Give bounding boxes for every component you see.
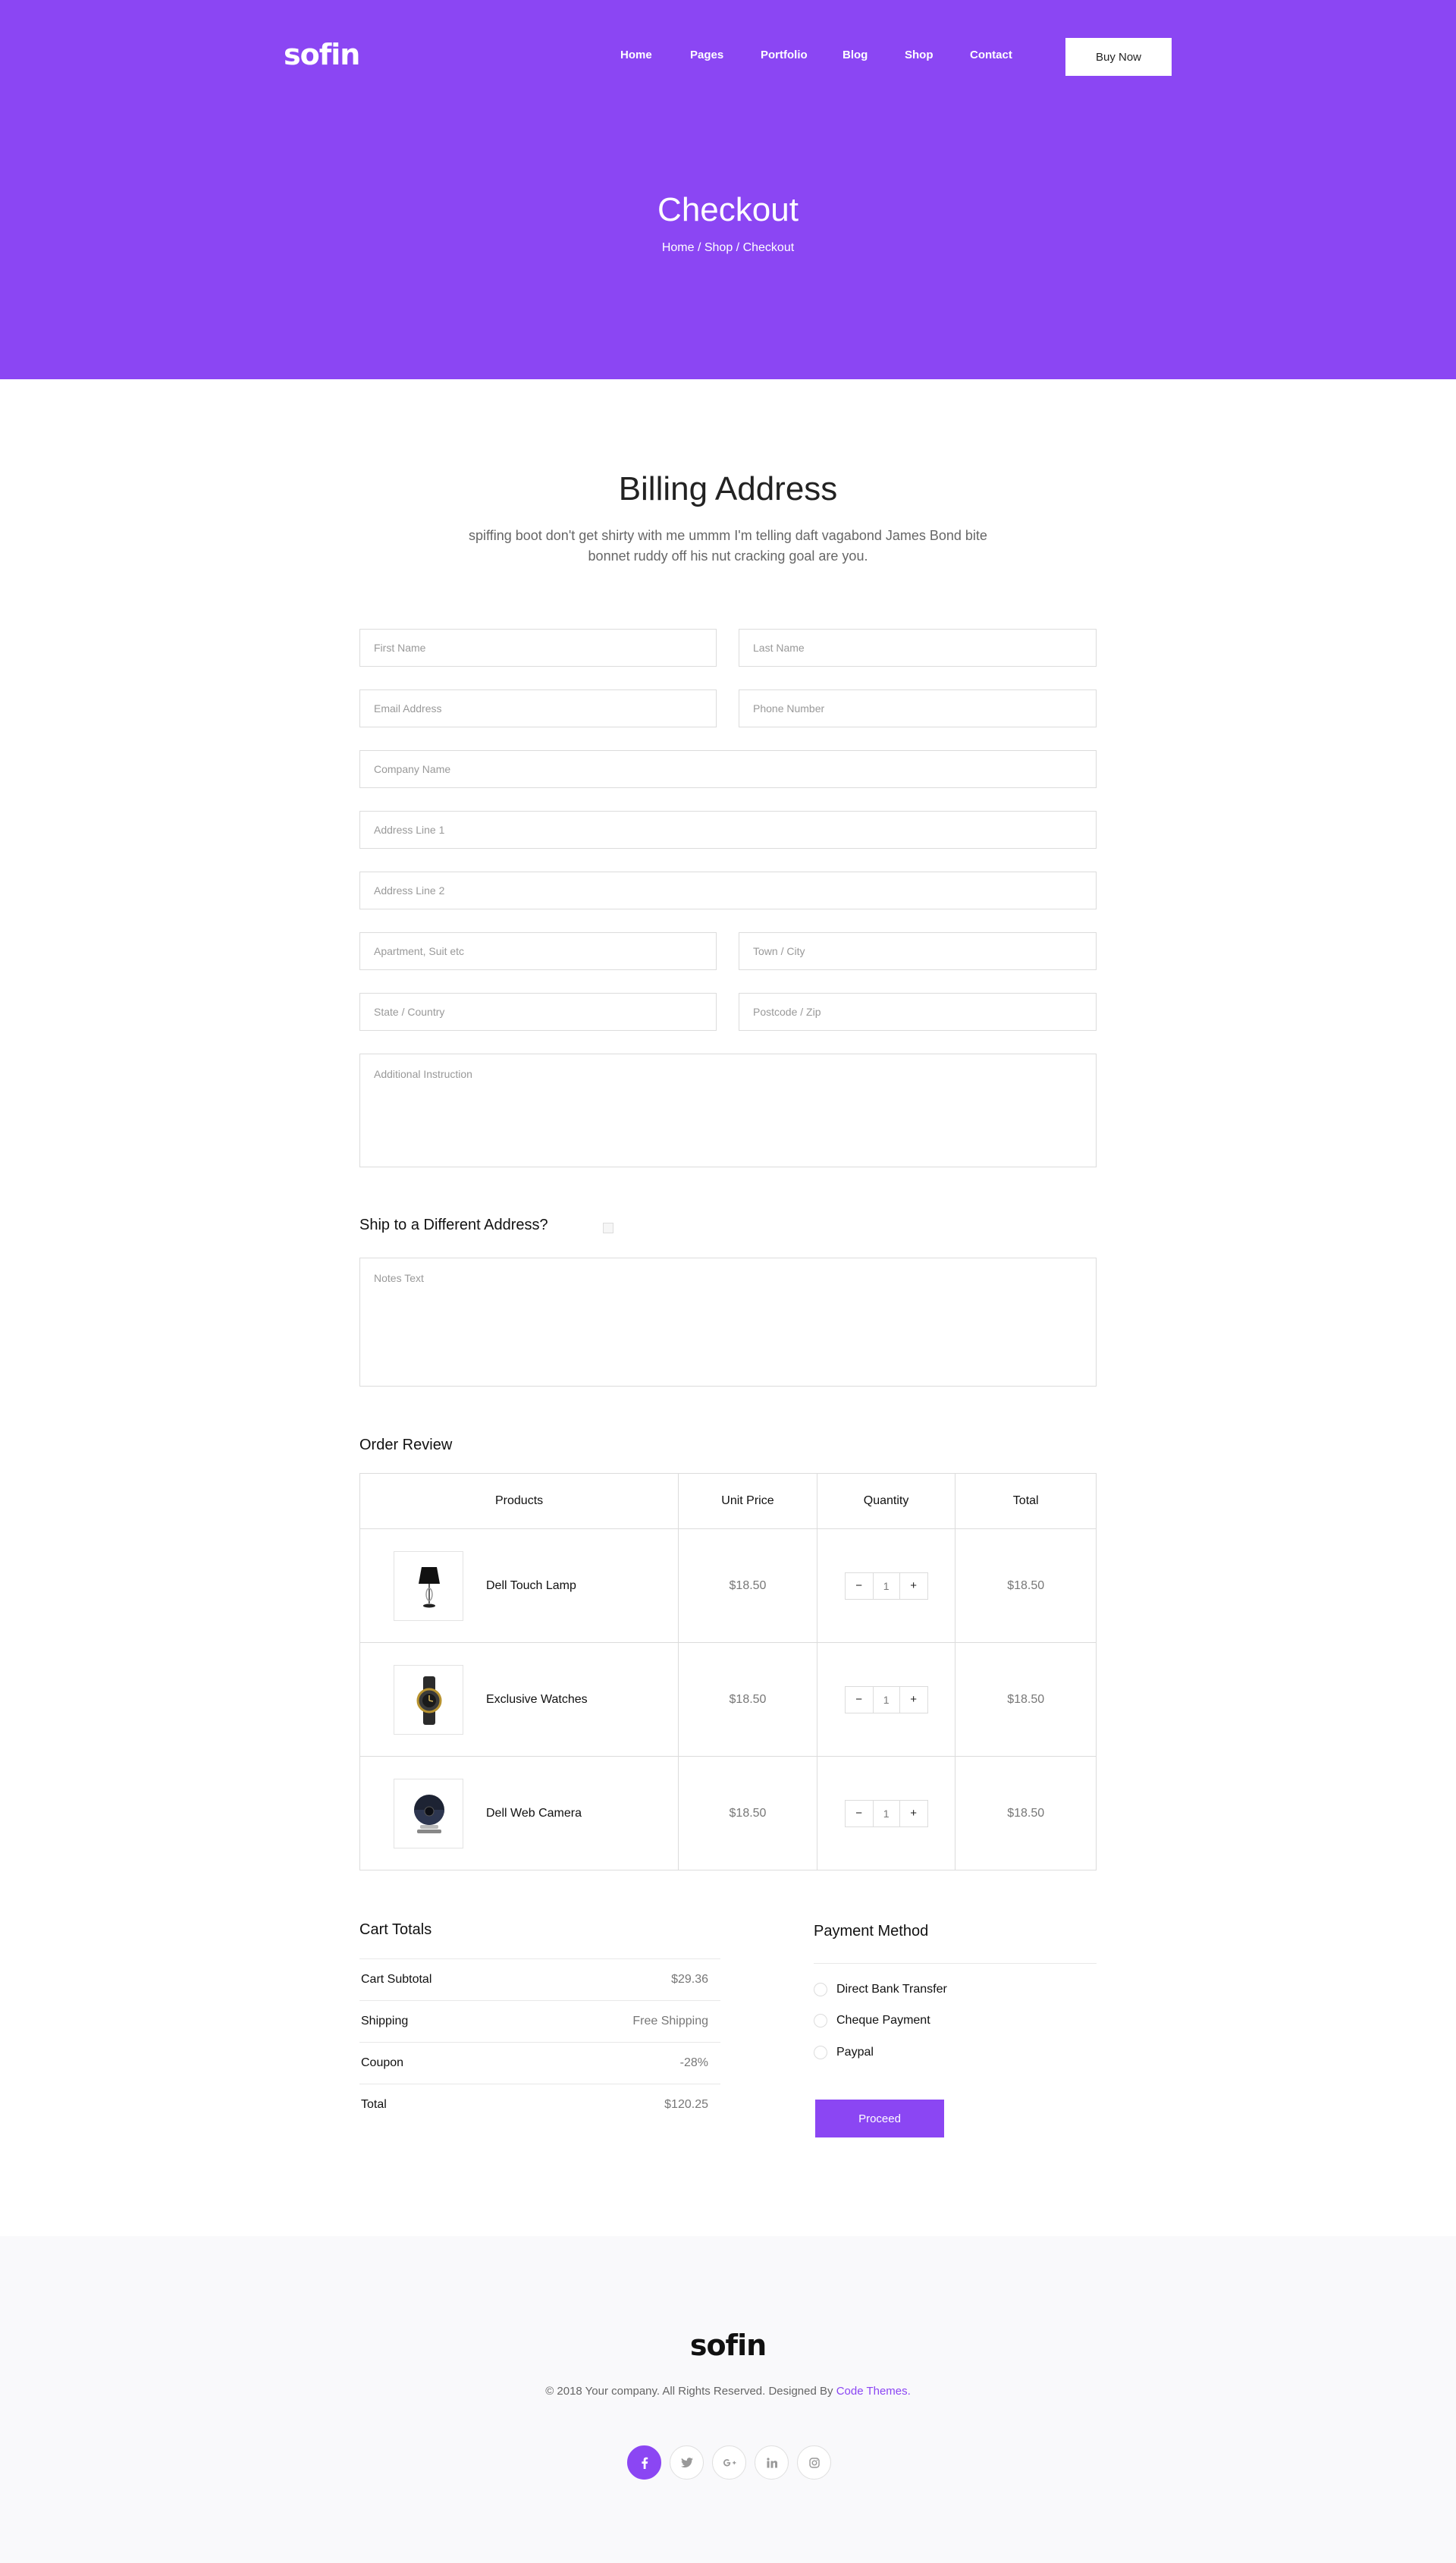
facebook-icon[interactable] <box>627 2445 661 2480</box>
quantity-stepper <box>845 1800 928 1827</box>
totals-label: Shipping <box>361 2015 409 2027</box>
footer <box>0 2236 1456 2563</box>
cart-totals-title: Cart Totals <box>359 1921 432 1938</box>
instagram-icon[interactable] <box>797 2445 831 2480</box>
line-total: $18.50 <box>955 1529 1096 1642</box>
main-nav <box>0 49 1456 64</box>
totals-row <box>359 2000 720 2042</box>
order-review-title: Order Review <box>359 1437 453 1453</box>
product-cell <box>360 1757 678 1870</box>
quantity-value[interactable]: 1 <box>873 1687 900 1713</box>
quantity-value[interactable]: 1 <box>873 1573 900 1599</box>
table-row <box>360 1528 1096 1642</box>
quantity-cell <box>817 1757 956 1870</box>
header-products: Products <box>495 1494 544 1507</box>
product-name[interactable]: Dell Touch Lamp <box>486 1578 576 1592</box>
breadcrumb <box>0 241 1456 255</box>
state-field[interactable] <box>359 993 717 1031</box>
totals-row <box>359 1958 720 2000</box>
quantity-cell <box>817 1529 956 1642</box>
order-table <box>359 1473 1097 1870</box>
apartment-field[interactable] <box>359 932 717 970</box>
product-name[interactable]: Dell Web Camera <box>486 1806 582 1820</box>
payment-option-cheque[interactable] <box>814 2014 930 2027</box>
google-plus-icon[interactable] <box>712 2445 746 2480</box>
quantity-value[interactable]: 1 <box>873 1801 900 1826</box>
divider <box>814 1963 1097 1964</box>
breadcrumb-separator: / <box>733 241 743 254</box>
header-quantity: Quantity <box>817 1474 956 1528</box>
email-field[interactable] <box>359 689 717 727</box>
camera-icon[interactable] <box>394 1779 463 1848</box>
radio-button[interactable] <box>814 2014 827 2027</box>
decrease-button[interactable]: − <box>855 1807 862 1820</box>
product-name[interactable]: Exclusive Watches <box>486 1692 588 1706</box>
line-total: $18.50 <box>955 1643 1096 1756</box>
page-title: Checkout <box>657 191 799 228</box>
radio-button[interactable] <box>814 1983 827 1996</box>
breadcrumb-separator: / <box>694 241 704 254</box>
copyright <box>0 2385 1456 2398</box>
totals-row <box>359 2084 720 2125</box>
ship-different-checkbox[interactable] <box>603 1223 613 1233</box>
additional-instruction-field[interactable] <box>359 1054 1097 1167</box>
unit-price: $18.50 <box>678 1643 817 1756</box>
unit-price: $18.50 <box>678 1757 817 1870</box>
address-line-1-field[interactable] <box>359 811 1097 849</box>
cart-totals <box>359 1958 720 2125</box>
last-name-field[interactable] <box>739 629 1097 667</box>
postcode-field[interactable] <box>739 993 1097 1031</box>
proceed-button[interactable]: Proceed <box>815 2100 944 2137</box>
quantity-stepper <box>845 1686 928 1713</box>
totals-label: Cart Subtotal <box>361 1973 432 1986</box>
product-cell <box>360 1529 678 1642</box>
payment-option-bank[interactable] <box>814 1983 947 1996</box>
nav-contact[interactable]: Contact <box>970 49 1012 61</box>
payment-method-title: Payment Method <box>814 1923 929 1940</box>
increase-button[interactable]: + <box>910 1807 917 1820</box>
billing-title: Billing Address <box>618 470 838 507</box>
hero-banner <box>0 0 1456 379</box>
totals-value: $29.36 <box>671 1973 708 1986</box>
billing-description: spiffing boot don't get shirty with me ummm I'm telling daft vagabond James Bond bite bonnet ruddy off his nut cracking goal are you. <box>469 528 987 564</box>
quantity-stepper <box>845 1572 928 1600</box>
totals-value: $120.25 <box>664 2098 708 2111</box>
breadcrumb-home[interactable]: Home <box>661 241 695 254</box>
increase-button[interactable]: + <box>910 1693 917 1706</box>
payment-option-label: Cheque Payment <box>836 2014 930 2027</box>
header-unit-price: Unit Price <box>678 1474 817 1528</box>
nav-home[interactable]: Home <box>620 49 652 61</box>
header-total: Total <box>955 1474 1096 1528</box>
radio-button[interactable] <box>814 2046 827 2059</box>
payment-option-label: Paypal <box>836 2046 874 2059</box>
table-row <box>360 1642 1096 1756</box>
twitter-icon[interactable] <box>670 2445 704 2480</box>
decrease-button[interactable]: − <box>855 1693 862 1706</box>
nav-pages[interactable]: Pages <box>690 49 724 61</box>
copyright-text: © 2018 Your company. All Rights Reserved. Designed By <box>545 2385 836 2398</box>
address-line-2-field[interactable] <box>359 872 1097 909</box>
nav-shop[interactable]: Shop <box>905 49 934 61</box>
designer-link[interactable]: Code Themes. <box>836 2385 911 2398</box>
ship-different-label: Ship to a Different Address? <box>359 1217 548 1233</box>
product-cell <box>360 1643 678 1756</box>
totals-label: Coupon <box>361 2056 404 2069</box>
nav-blog[interactable]: Blog <box>843 49 868 61</box>
totals-row <box>359 2042 720 2084</box>
notes-field[interactable] <box>359 1258 1097 1387</box>
first-name-field[interactable] <box>359 629 717 667</box>
watch-icon[interactable] <box>394 1665 463 1735</box>
table-header-row <box>360 1474 1096 1528</box>
decrease-button[interactable]: − <box>855 1579 862 1592</box>
table-row <box>360 1756 1096 1870</box>
breadcrumb-shop[interactable]: Shop <box>704 241 733 254</box>
totals-value: Free Shipping <box>632 2015 708 2027</box>
footer-logo[interactable]: sofin <box>689 2329 767 2362</box>
town-field[interactable] <box>739 932 1097 970</box>
social-links <box>627 2445 831 2480</box>
totals-value: -28% <box>679 2056 708 2069</box>
nav-portfolio[interactable]: Portfolio <box>761 49 808 61</box>
totals-label: Total <box>361 2098 387 2111</box>
quantity-cell <box>817 1643 956 1756</box>
line-total: $18.50 <box>955 1757 1096 1870</box>
linkedin-icon[interactable] <box>755 2445 789 2480</box>
payment-option-paypal[interactable] <box>814 2046 874 2059</box>
increase-button[interactable]: + <box>910 1579 917 1592</box>
unit-price: $18.50 <box>678 1529 817 1642</box>
phone-field[interactable] <box>739 689 1097 727</box>
lamp-icon[interactable] <box>394 1551 463 1621</box>
company-field[interactable] <box>359 750 1097 788</box>
breadcrumb-current: Checkout <box>742 241 795 254</box>
payment-option-label: Direct Bank Transfer <box>836 1983 947 1996</box>
buy-now-button[interactable]: Buy Now <box>1065 38 1172 76</box>
brand-logo[interactable]: sofin <box>284 38 360 71</box>
